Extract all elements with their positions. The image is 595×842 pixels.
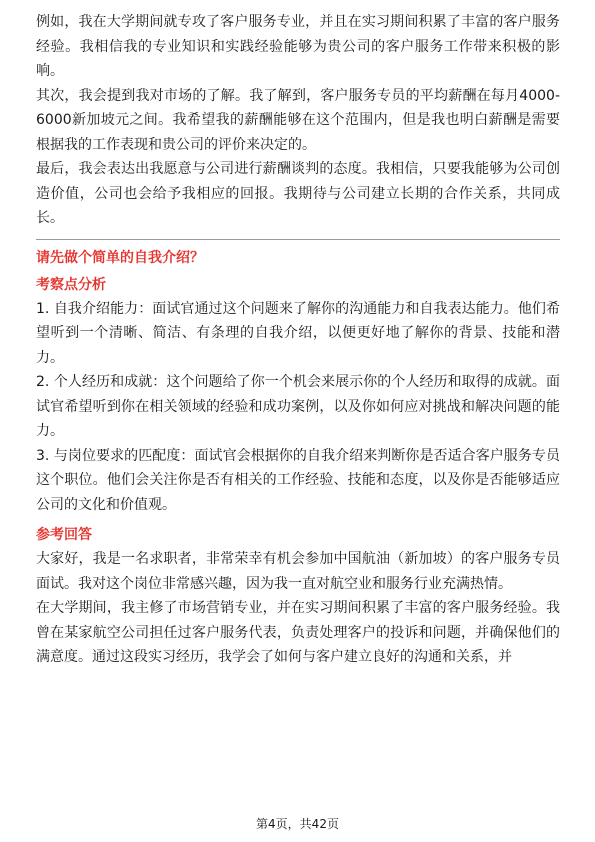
body-paragraph: 最后，我会表达出我愿意与公司进行薪酬谈判的态度。我相信，只要我能够为公司创造价值，公司也会给予我相应的回报。我期待与公司建立长期的合作关系，共同成长。 <box>36 161 560 226</box>
analysis-heading: 考察点分析 <box>36 276 106 293</box>
body-paragraph: 例如，我在大学期间就专攻了客户服务专业，并且在实习期间积累了丰富的客户服务经验。我相信我的专业知识和实践经验能够为贵公司的客户服务工作带来积极的影响。 <box>36 14 560 79</box>
page-number-footer: 第4页，共42页 <box>256 817 339 831</box>
section-divider <box>36 239 560 240</box>
answer-paragraph: 在大学期间，我主修了市场营销专业，并在实习期间积累了丰富的客户服务经验。我曾在某家航空公司担任过客户服务代表，负责处理客户的投诉和问题，并确保他们的满意度。通过这段实习经历，我学会了如何与客户建立良好的沟通和关系，并 <box>36 600 560 665</box>
question-heading: 请先做个简单的自我介绍？ <box>36 249 204 266</box>
body-paragraph: 其次，我会提到我对市场的了解。我了解到，客户服务专员的平均薪酬在每月4000-6000新加坡元之间。我希望我的薪酬能够在这个范围内，但是我也明白薪酬是需要根据我的工作表现和贵公司的评价来决定的。 <box>36 87 560 153</box>
page-content <box>36 10 560 670</box>
analysis-item: 2. 个人经历和成就：这个问题给了你一个机会来展示你的个人经历和取得的成就。面试官希望听到你在相关领域的经验和成功案例，以及你如何应对挑战和解决问题的能力。 <box>36 374 560 439</box>
answer-paragraph: 大家好，我是一名求职者，非常荣幸有机会参加中国航油（新加坡）的客户服务专员面试。我对这个岗位非常感兴趣，因为我一直对航空业和服务行业充满热情。 <box>36 551 560 592</box>
analysis-item: 1. 自我介绍能力：面试官通过这个问题来了解你的沟通能力和自我表达能力。他们希望听到一个清晰、简洁、有条理的自我介绍，以便更好地了解你的背景、技能和潜力。 <box>36 300 560 366</box>
analysis-item: 3. 与岗位要求的匹配度：面试官会根据你的自我介绍来判断你是否适合客户服务专员这个职位。他们会关注你是否有相关的工作经验、技能和态度，以及你是否能够适应公司的文化和价值观。 <box>36 447 560 513</box>
reference-answer-heading: 参考回答 <box>36 527 92 543</box>
